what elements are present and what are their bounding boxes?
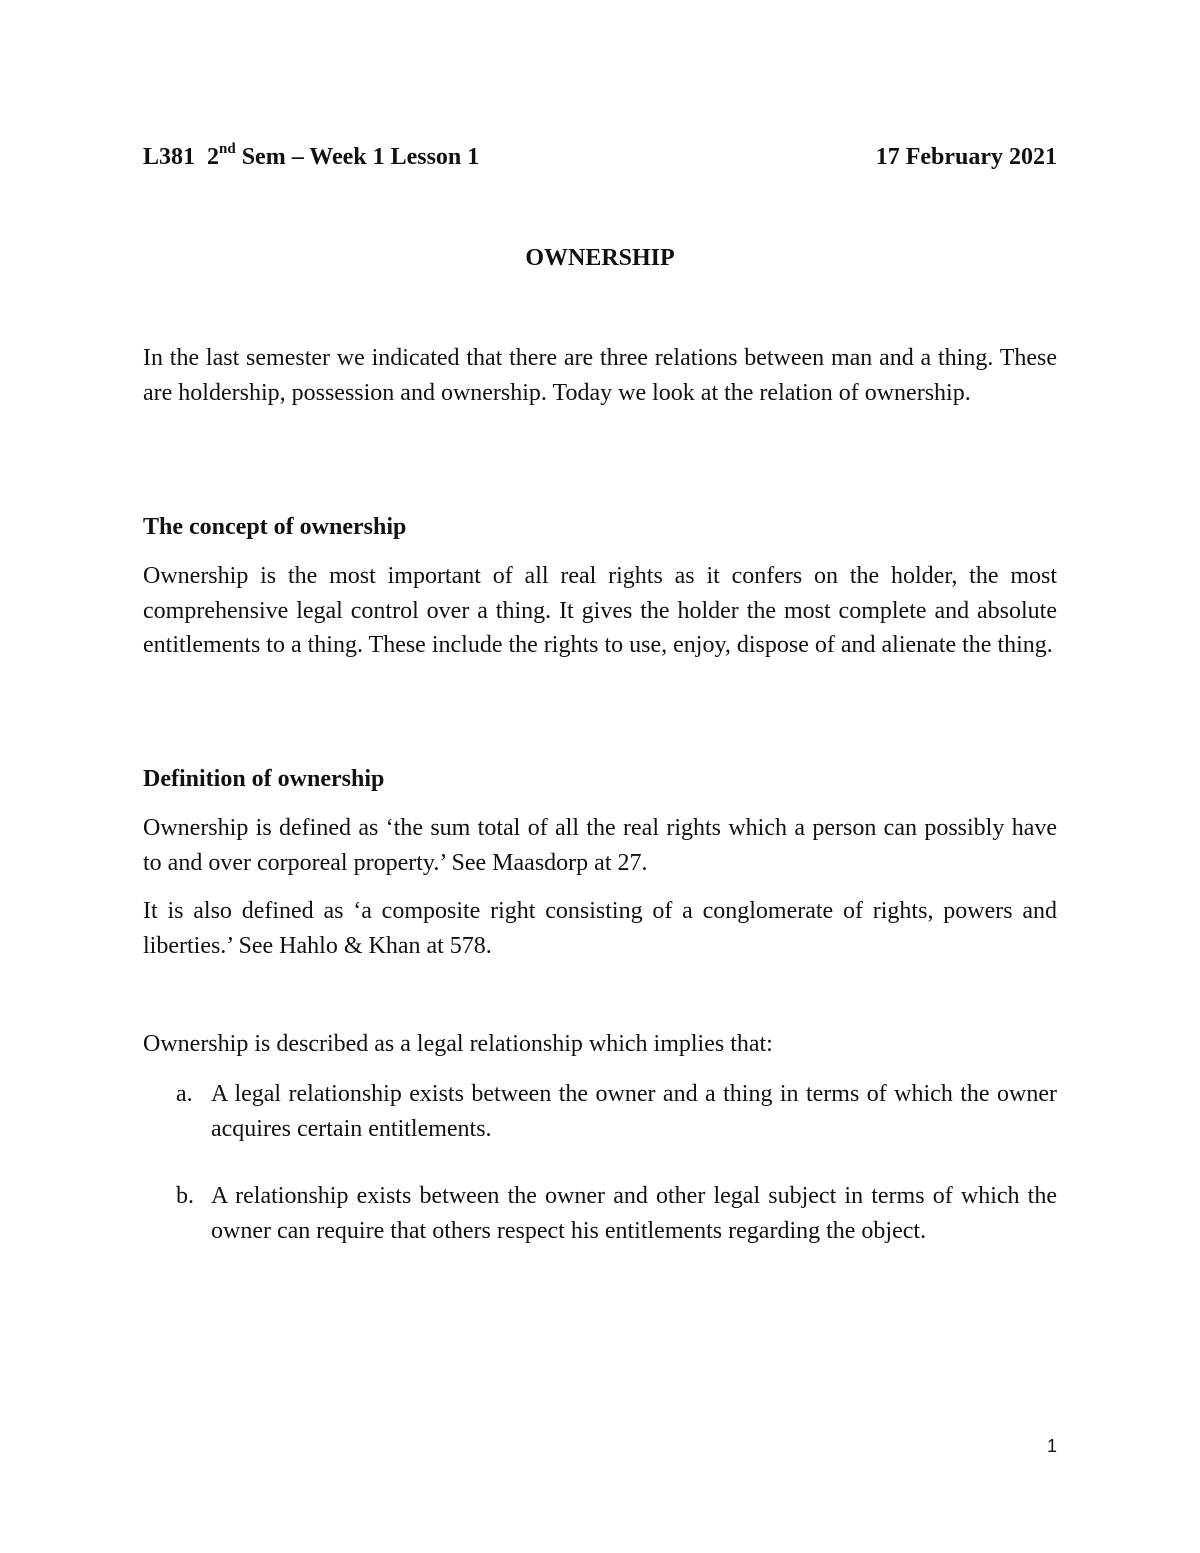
definition-heading: Definition of ownership xyxy=(143,766,385,792)
concept-heading: The concept of ownership xyxy=(143,514,407,540)
list-marker: a. xyxy=(176,1081,193,1107)
definition-2-quote: ‘a composite right consisting of a conglomerate of rights, powers and liberties.’ See Hahlo & Khan at 578. xyxy=(143,898,1057,959)
intro-paragraph: In the last semester we indicated that there are three relations between man and a thing. These are holdership, possession and ownership. Today we look at the relation of ownership. xyxy=(143,345,1057,406)
list-marker: b. xyxy=(176,1183,194,1209)
semester-suffix: nd xyxy=(219,141,236,157)
definition-1-quote: ‘the sum total of all the real rights which a person can possibly have to and over corporeal property.’ See Maasdorp at 27. xyxy=(143,815,1058,876)
course-line xyxy=(143,140,479,174)
page-number: 1 xyxy=(1046,1436,1057,1456)
definition-paragraph-1 xyxy=(143,811,1057,880)
described-intro: Ownership is described as a legal relationship which implies that: xyxy=(143,1031,773,1057)
definition-1-prefix: Ownership is defined as xyxy=(143,815,386,841)
semester-number: 2 xyxy=(207,144,220,170)
document-header xyxy=(143,140,1057,174)
list-item xyxy=(176,1179,1057,1248)
list-item-text: A legal relationship exists between the owner and a thing in terms of which the owner acquires certain entitlements. xyxy=(211,1081,1057,1142)
definition-2-prefix: It is also defined as xyxy=(143,898,354,924)
concept-paragraph: Ownership is the most important of all real rights as it confers on the holder, the most comprehensive legal control over a thing. It gives the holder the most complete and absolute entitlements to a thing. These include the rights to use, enjoy, dispose of and alienate the thing. xyxy=(143,563,1057,658)
semester-week-lesson: Sem – Week 1 Lesson 1 xyxy=(235,144,480,170)
definition-paragraph-2 xyxy=(143,894,1057,963)
list-item xyxy=(176,1077,1057,1146)
document-title: OWNERSHIP xyxy=(525,245,675,271)
course-code: L381 xyxy=(143,144,196,170)
list-item-text: A relationship exists between the owner and other legal subject in terms of which the owner can require that others respect his entitlements regarding the object. xyxy=(211,1183,1057,1244)
lesson-date: 17 February 2021 xyxy=(875,144,1057,170)
